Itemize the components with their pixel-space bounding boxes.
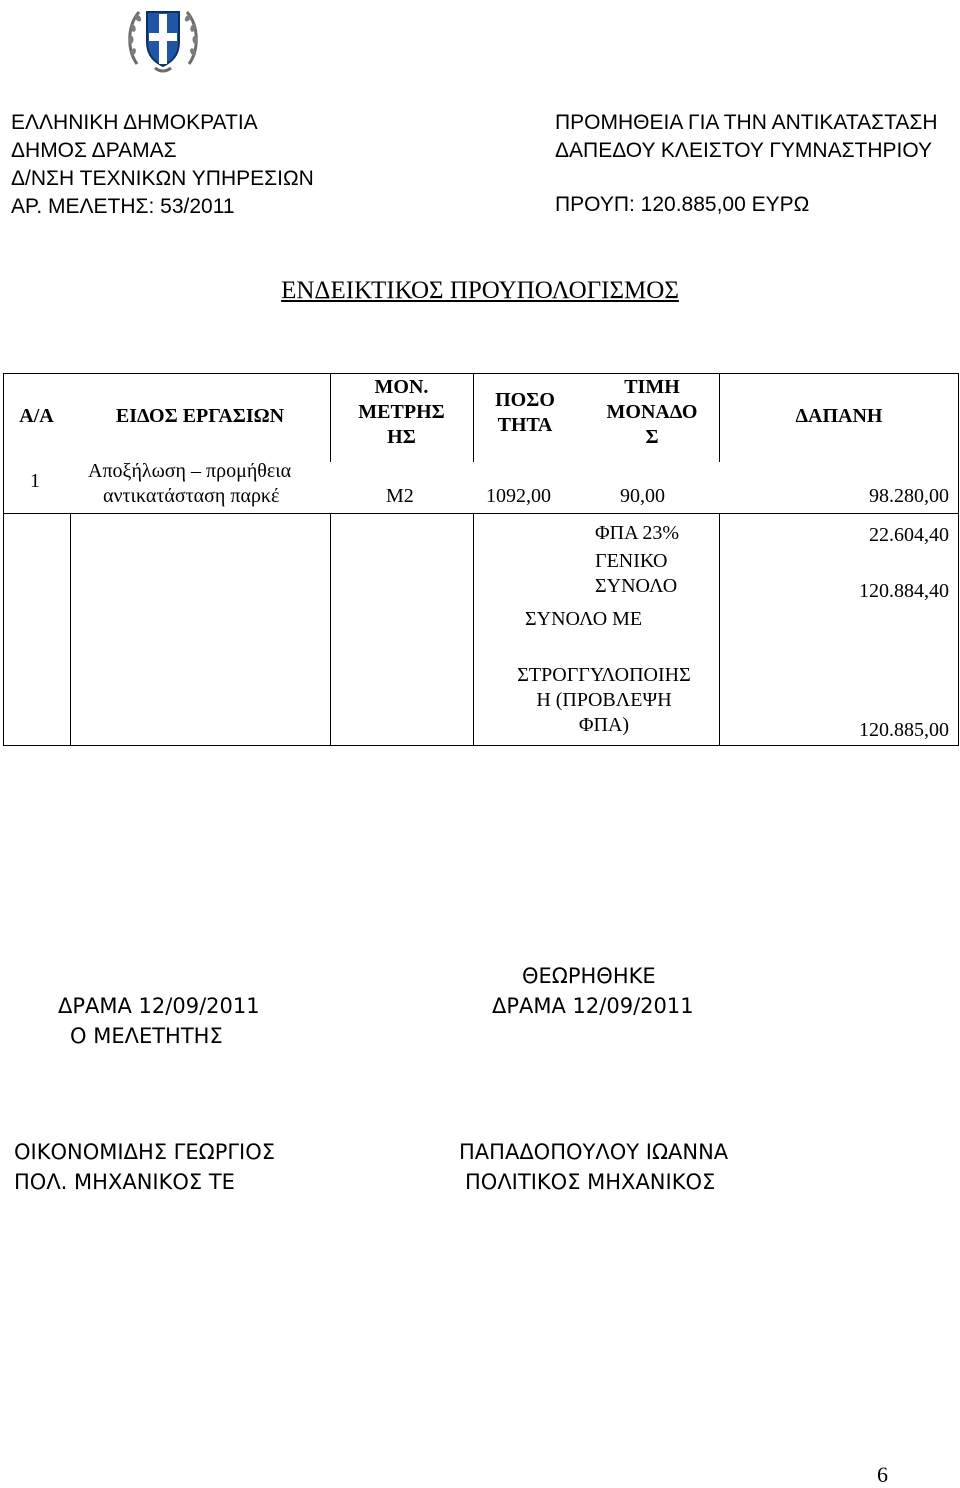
row-description-line2: αντικατάσταση παρκέ xyxy=(103,485,280,507)
author-title: ΠΟΛ. ΜΗΧΑΝΙΚΟΣ ΤΕ xyxy=(14,1170,235,1194)
total-label-line1: ΓΕΝΙΚΟ xyxy=(595,550,668,572)
table-col-divider xyxy=(330,513,331,746)
total-label xyxy=(595,549,677,599)
reviewed-label: ΘΕΩΡΗΘΗΚΕ xyxy=(522,964,656,988)
rounded-label-line2: ΣΤΡΟΓΓΥΛΟΠΟΙΗΣ xyxy=(517,664,691,686)
page-title: ΕΝΔΕΙΚΤΙΚΟΣ ΠΡΟΥΠΟΛΟΓΙΣΜΟΣ xyxy=(281,277,679,304)
row-description-line1: Αποξήλωση – προμήθεια xyxy=(88,460,292,482)
study-number: ΑΡ. ΜΕΛΕΤΗΣ: 53/2011 xyxy=(11,195,235,218)
author-name: ΟΙΚΟΝΟΜΙΔΗΣ ΓΕΩΡΓΙΟΣ xyxy=(14,1140,276,1164)
rounded-label xyxy=(473,663,735,738)
header-unit-line1: ΜΟΝ. xyxy=(374,376,429,398)
header-unit-price xyxy=(577,375,727,450)
country-name: ΕΛΛΗΝΙΚΗ ΔΗΜΟΚΡΑΤΙΑ xyxy=(11,111,258,134)
department-name: Δ/ΝΣΗ ΤΕΧΝΙΚΩΝ ΥΠΗΡΕΣΙΩΝ xyxy=(11,167,314,190)
municipality-name: ΔΗΜΟΣ ΔΡΑΜΑΣ xyxy=(11,139,177,162)
vat-label: ΦΠΑ 23% xyxy=(595,522,680,544)
header-unit xyxy=(330,375,473,450)
rounded-label-line3: Η (ΠΡΟΒΛΕΨΗ xyxy=(536,689,672,711)
row-unit-price: 90,00 xyxy=(620,485,665,507)
header-right xyxy=(555,109,938,219)
table-row-divider xyxy=(3,513,959,514)
budget-total: ΠΡΟΥΠ: 120.885,00 ΕΥΡΩ xyxy=(555,193,810,216)
header-quantity-line1: ΠΟΣΟ xyxy=(495,389,555,411)
reviewer-name: ΠΑΠΑΔΟΠΟΥΛΟΥ ΙΩΑΝΝΑ xyxy=(459,1140,729,1164)
header-unit-line3: ΗΣ xyxy=(387,426,416,448)
header-unit-price-line2: ΜΟΝΑΔΟ xyxy=(606,401,698,423)
project-title-line2: ΔΑΠΕΔΟΥ ΚΛΕΙΣΤΟΥ ΓΥΜΝΑΣΤΗΡΙΟΥ xyxy=(555,139,933,162)
header-aa: Α/Α xyxy=(19,405,54,427)
rounded-label-line1: ΣΥΝΟΛΟ ΜΕ xyxy=(525,608,643,630)
header-work-type: ΕΙΔΟΣ ΕΡΓΑΣΙΩΝ xyxy=(115,405,285,427)
total-label-line2: ΣΥΝΟΛΟ xyxy=(595,575,678,597)
right-place-date: ΔΡΑΜΑ 12/09/2011 xyxy=(492,994,694,1018)
rounded-label-line4: ΦΠΑ) xyxy=(578,714,630,736)
budget-table xyxy=(3,373,959,746)
rounded-amount: 120.885,00 xyxy=(859,719,949,741)
row-amount: 98.280,00 xyxy=(869,485,949,507)
project-title-line1: ΠΡΟΜΗΘΕΙΑ ΓΙΑ ΤΗΝ ΑΝΤΙΚΑΤΑΣΤΑΣΗ xyxy=(555,111,938,134)
author-role: Ο ΜΕΛΕΤΗΤΗΣ xyxy=(70,1024,223,1048)
header-unit-price-line3: Σ xyxy=(645,426,659,448)
header-expense: ΔΑΠΑΝΗ xyxy=(795,405,883,427)
total-amount: 120.884,40 xyxy=(859,580,949,602)
row-quantity: 1092,00 xyxy=(486,485,551,507)
table-col-divider xyxy=(70,513,71,746)
page-number: 6 xyxy=(877,1462,888,1487)
vat-amount: 22.604,40 xyxy=(869,524,949,546)
left-place-date: ΔΡΑΜΑ 12/09/2011 xyxy=(58,994,260,1018)
row-aa: 1 xyxy=(30,470,40,492)
reviewer-title: ΠΟΛΙΤΙΚΟΣ ΜΗΧΑΝΙΚΟΣ xyxy=(465,1170,716,1194)
header-quantity-line2: ΤΗΤΑ xyxy=(497,414,553,436)
table-border-bottom xyxy=(3,745,959,746)
greek-coat-of-arms-icon xyxy=(125,2,201,78)
row-unit: Μ2 xyxy=(386,485,414,507)
header-quantity xyxy=(473,388,577,438)
header-unit-price-line1: ΤΙΜΗ xyxy=(624,376,680,398)
header-unit-line2: ΜΕΤΡΗΣ xyxy=(358,401,445,423)
table-border-top xyxy=(3,373,959,374)
header-left xyxy=(11,109,314,221)
